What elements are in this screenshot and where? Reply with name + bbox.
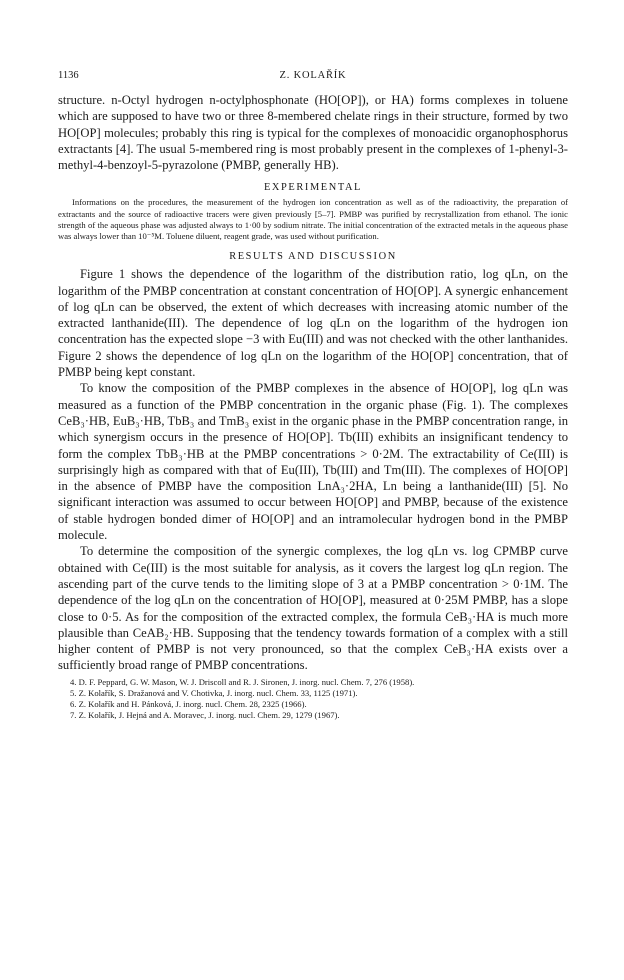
- results-heading: RESULTS AND DISCUSSION: [229, 251, 397, 263]
- results-paragraph-3: To determine the composition of the synergic complexes, the log qLn vs. log CPMBP curve obtained with Ce(III) is the most suitable for analysis, as it covers the largest log qLn region. The ascending part of the curve tends to the limiting slope of 3 at a PMBP concentration > 0·1M. The dependence of the log qLn on the concentration of HO[OP], measured at 0·25M PMBP, has a slope close to 0·5. As for the composition of the extracted complex, the formula CeB₃·HA is much more plausible than CeAB₂·HB. Supposing that the tendency towards formation of a complex with a still higher content of PMBP is not very pronounced, so that the complex CeB₃·HA exists over a sufficiently broad range of PMBP concentrations.: [58, 544, 568, 673]
- reference-item: 5. Z. Kolařík, S. Dražanová and V. Chotivka, J. inorg. nucl. Chem. 33, 1125 (1971).: [70, 687, 358, 698]
- journal-page: [58, 70, 568, 722]
- reference-item: 4. D. F. Peppard, G. W. Mason, W. J. Driscoll and R. J. Sironen, J. inorg. nucl. Chem. 7, 276 (1958).: [70, 676, 415, 687]
- reference-item: 7. Z. Kolařík, J. Hejná and A. Moravec, J. inorg. nucl. Chem. 29, 1279 (1967).: [70, 710, 340, 721]
- page-number: 1136: [58, 70, 79, 81]
- experimental-paragraph: Informations on the procedures, the measurement of the hydrogen ion concentration as well as of the radioactivity, the preparation of extractants and the source of radioactive tracers were given previously [5–7]. PMBP was purified by recrystallization from ethanol. The ionic strength of the aqueous phase was adjusted always to 1·00 by sodium nitrate. The initial concentration of the extracted metals in the aqueous phase was always lower than 10⁻⁵M. Toluene diluent, reagent grade, was used without purification.: [58, 197, 568, 242]
- page-header: [58, 70, 568, 92]
- running-head: Z. KOLAŘÍK: [279, 70, 347, 81]
- reference-list: [58, 677, 568, 722]
- results-paragraph-1: Figure 1 shows the dependence of the logarithm of the distribution ratio, log qLn, on the logarithm of the PMBP concentration at constant concentration of HO[OP]. A synergic enhancement of log qLn can be observed, the extent of which decreases with increasing atomic number of the extracted lanthanide(III). The dependence of log qLn on the logarithm of the hydrogen ion concentration has the expected slope −3 with Eu(III) and was not checked with the other lanthanides. Figure 2 shows the dependence of log qLn on the logarithm of the HO[OP] concentration, that of PMBP being kept constant.: [58, 267, 568, 380]
- intro-paragraph: structure. n-Octyl hydrogen n-octylphosphonate (HO[OP]), or HA) forms complexes in toluene which are supposed to have two or three 8-membered chelate rings in their structure, formed by two HO[OP] molecules; probably this ring is typical for the complexes of monoacidic organophosphorus extractants [4]. The usual 5-membered ring is most probably present in the complexes of 1-phenyl-3-methyl-4-benzoyl-5-pyrazolone (PMBP, generally HB).: [58, 93, 568, 173]
- experimental-heading: EXPERIMENTAL: [263, 182, 363, 194]
- results-paragraph-2: To know the composition of the PMBP complexes in the absence of HO[OP], log qLn was measured as a function of the PMBP concentration in the organic phase (Fig. 1). The complexes CeB₃·HB, EuB₃·HB, TbB₃ and TmB₃ exist in the organic phase in the PMBP concentration range, in which synergism occurs in the presence of HO[OP]. Tb(III) exhibits an insignificant tendency to form the complex TbB₃·HB at the PMBP concentrations > 0·2M. The extractability of Ce(III) is surprisingly high as compared with that of Eu(III), Tb(III) and Tm(III). The complexes of HO[OP] in the absence of PMBP have the composition LnA₃·2HA, Ln being a lanthanide(III) [5]. No significant interaction was assumed to occur between HO[OP] and PMBP, because of the existence of stable hydrogen bonded dimer of HO[OP] and an intramolecular hydrogen bond in the PMBP molecule.: [58, 381, 568, 543]
- reference-item: 6. Z. Kolařík and H. Pánková, J. inorg. nucl. Chem. 28, 2325 (1966).: [70, 699, 307, 710]
